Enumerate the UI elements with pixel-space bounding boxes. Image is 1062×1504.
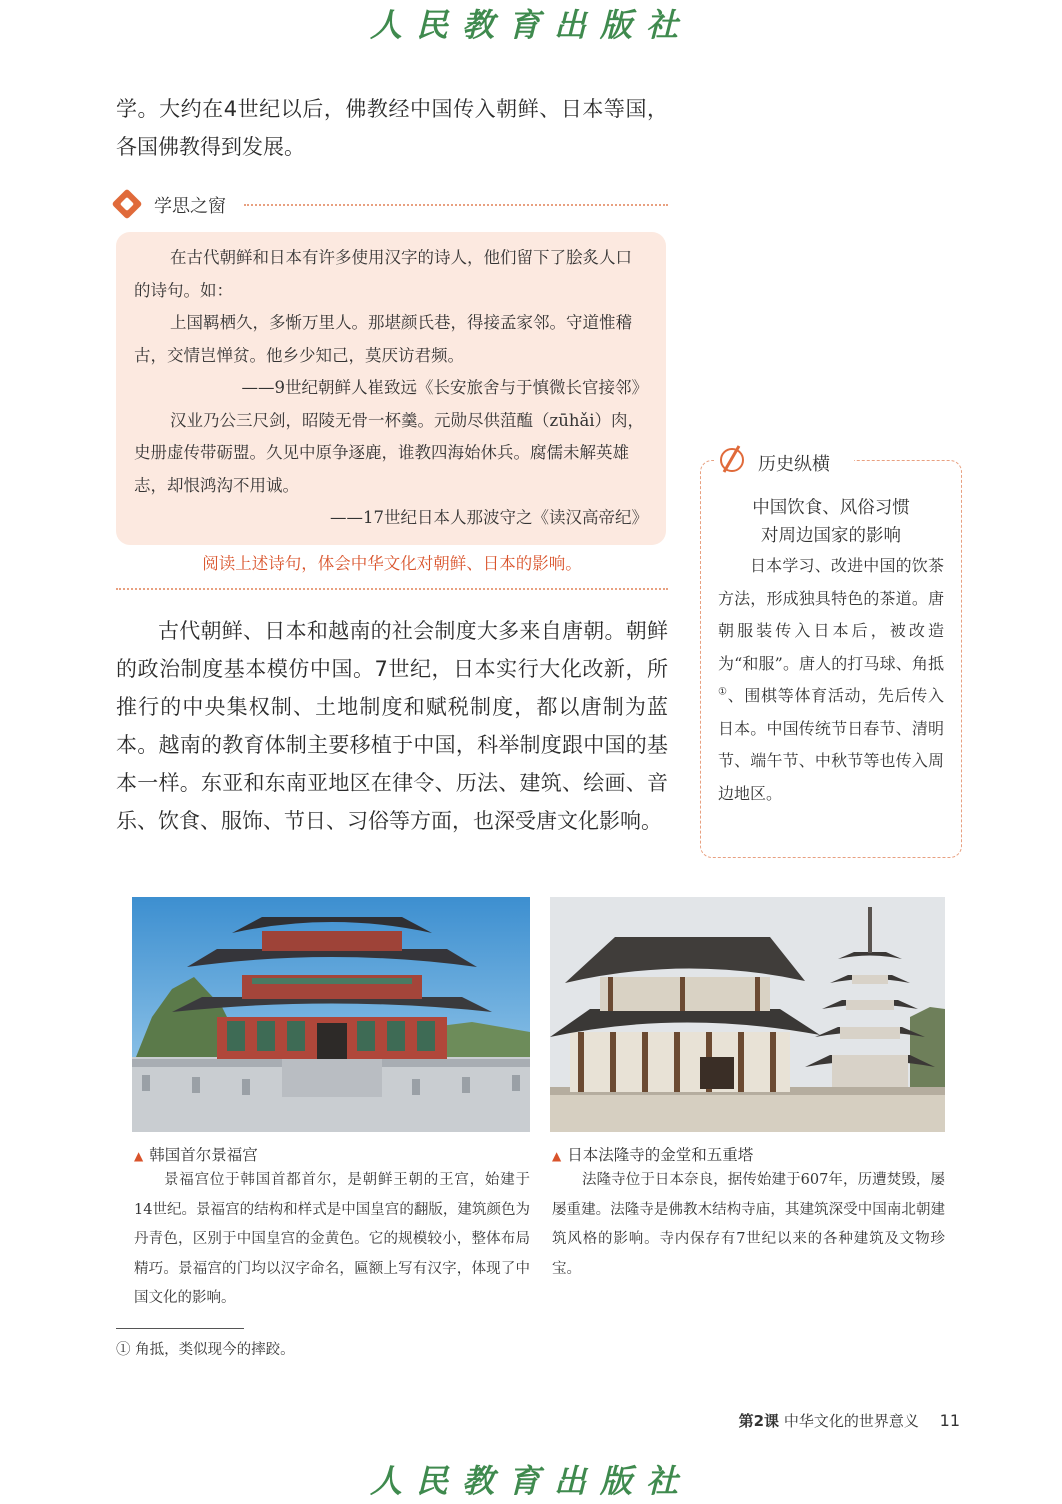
figure-left-title [134, 1143, 258, 1165]
poem-2-source: ——17世纪日本人那波守之《读汉高帝纪》 [330, 508, 648, 527]
footnote-divider [116, 1328, 244, 1329]
zongheng-body-part1: 日本学习、改进中国的饮茶方法，形成独具特色的茶道。唐朝服装传入日本后，被改造为“和服”。唐人的打马球、角抵 [718, 556, 944, 673]
zongheng-body [718, 550, 944, 810]
zongheng-subtitle-line1: 中国饮食、风俗习惯 [752, 498, 910, 518]
zongheng-title: 历史纵横 [758, 454, 830, 475]
zongheng-subtitle [700, 494, 962, 550]
zongheng-subtitle-line2: 对周边国家的影响 [761, 526, 901, 546]
figure-right-title-text: 日本法隆寺的金堂和五重塔 [567, 1146, 754, 1164]
publisher-footer: 人民教育出版社 [369, 1462, 692, 1500]
footnote-mark[interactable]: ① [718, 686, 728, 698]
figure-left-caption: 景福宫位于韩国首都首尔，是朝鲜王朝的王宫，始建于14世纪。景福宫的结构和样式是中国皇宫的翻版，建筑颜色为丹青色，区别于中国皇宫的金黄色。它的规模较小，整体布局精巧。景福宫的门均以汉字命名，匾额上写有汉字，体现了中国文化的影响。 [134, 1172, 530, 1306]
poem-1: 上国羁栖久，多惭万里人。那堪颜氏巷，得接孟家邻。守道惟稽古，交情岂惮贫。他乡少知己，莫厌访君频。 [134, 313, 632, 365]
dotted-divider-bottom [116, 588, 668, 590]
history-icon [720, 448, 744, 472]
dotted-divider [244, 204, 668, 206]
poem-2: 汉业乃公三尺剑，昭陵无骨一杯羹。元勋尽供菹醢（zūhǎi）肉，史册虚传带砺盟。久见中原争逐鹿，谁教四海始休兵。腐儒未解英雄志，却恨鸿沟不用诚。 [134, 410, 645, 495]
footnote: ① 角抵，类似现今的摔跤。 [116, 1342, 295, 1358]
lesson-number: 第2课 [738, 1412, 780, 1430]
page-number: 11 [939, 1411, 960, 1430]
publisher-header: 人民教育出版社 [369, 6, 692, 44]
photo-gyeongbokgung [132, 897, 530, 1132]
figure-right-caption: 法隆寺位于日本奈良，据传始建于607年，历遭焚毁，屡屡重建。法隆寺是佛教木结构寺庙，其建筑深受中国南北朝建筑风格的影响。寺内保存有7世纪以来的各种建筑及文物珍宝。 [552, 1172, 945, 1277]
xuesi-title: 学思之窗 [154, 196, 226, 217]
xuesi-box [116, 232, 666, 545]
xuesi-question: 阅读上述诗句，体会中华文化对朝鲜、日本的影响。 [202, 554, 582, 573]
lesson-title: 中华文化的世界意义 [783, 1412, 919, 1430]
figure-left-title-text: 韩国首尔景福宫 [149, 1146, 258, 1164]
photo-horyuji [550, 897, 945, 1132]
poem-1-source: ——9世纪朝鲜人崔致远《长安旅舍与于慎微长官接邻》 [241, 378, 648, 397]
intro-paragraph: 学。大约在4世纪以后，佛教经中国传入朝鲜、日本等国，各国佛教得到发展。 [116, 97, 668, 159]
diamond-icon [111, 188, 142, 219]
zongheng-header [714, 444, 854, 478]
zongheng-body-part2: 、围棋等体育活动，先后传入日本。中国传统节日春节、清明节、端午节、中秋节等也传入周边地区。 [718, 686, 944, 803]
triangle-icon: ▲ [134, 1149, 144, 1163]
page-footer [739, 1410, 960, 1431]
main-paragraph: 古代朝鲜、日本和越南的社会制度大多来自唐朝。朝鲜的政治制度基本模仿中国。7世纪，日本实行大化改新，所推行的中央集权制、土地制度和赋税制度，都以唐制为蓝本。越南的教育体制主要移植于中国，科举制度跟中国的基本一样。东亚和东南亚地区在律令、历法、建筑、绘画、音乐、饮食、服饰、节日、习俗等方面，也深受唐文化影响。 [116, 619, 668, 833]
triangle-icon: ▲ [552, 1149, 562, 1163]
xuesi-header [116, 190, 668, 220]
xuesi-intro: 在古代朝鲜和日本有许多使用汉字的诗人，他们留下了脍炙人口的诗句。如： [134, 248, 632, 300]
figure-right-title [552, 1143, 753, 1165]
